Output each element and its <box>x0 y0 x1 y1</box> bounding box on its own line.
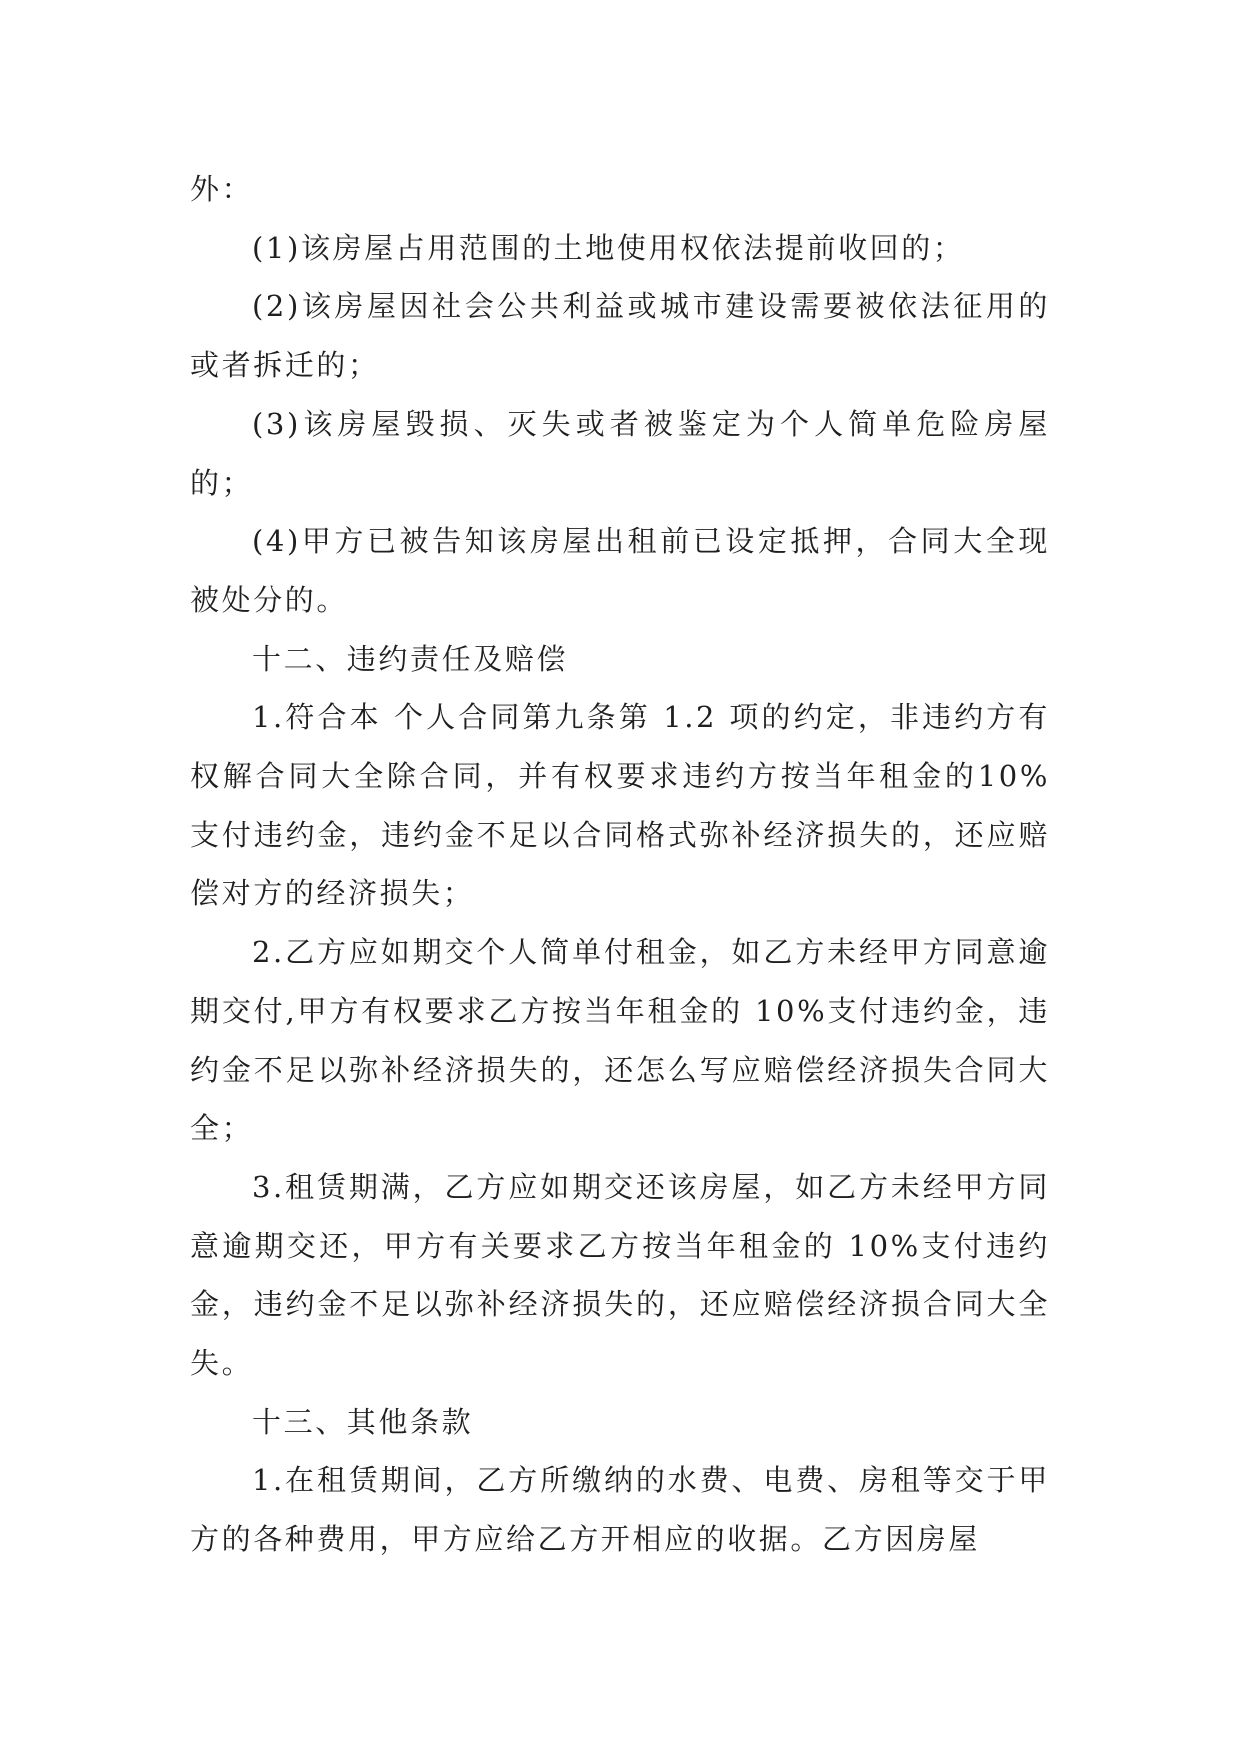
clause-12-1: 1.符合本 个人合同第九条第 1.2 项的约定，非违约方有权解合同大全除合同，并有权要求违约方按当年租金的10%支付违约金，违约金不足以合同格式弥补经济损失的，还应赔偿对方的经济损失； <box>190 700 1050 911</box>
section-heading-12: 十二、违约责任及赔偿 <box>252 641 569 676</box>
list-item-4: (4)甲方已被告知该房屋出租前已设定抵押，合同大全现被处分的。 <box>190 524 1050 617</box>
clause-12-2: 2.乙方应如期交个人简单付租金，如乙方未经甲方同意逾期交付,甲方有权要求乙方按当年租金的 10%支付违约金，违约金不足以弥补经济损失的，还怎么写应赔偿经济损失合同大全； <box>190 935 1050 1146</box>
list-item-1: (1)该房屋占用范围的土地使用权依法提前收回的； <box>252 230 965 265</box>
clause-12-3: 3.租赁期满，乙方应如期交还该房屋，如乙方未经甲方同意逾期交还，甲方有关要求乙方按当年租金的 10%支付违约金，违约金不足以弥补经济损失的，还应赔偿经济损合同大全失。 <box>190 1169 1050 1381</box>
section-heading-13: 十三、其他条款 <box>252 1404 474 1439</box>
paragraph-continuation: 外： <box>190 172 254 206</box>
list-item-2: (2)该房屋因社会公共利益或城市建设需要被依法征用的或者拆迁的； <box>190 289 1050 383</box>
document-body <box>190 160 1050 1569</box>
list-item-3: (3)该房屋毁损、灭失或者被鉴定为个人简单危险房屋的； <box>190 406 1050 500</box>
clause-13-1: 1.在租赁期间，乙方所缴纳的水费、电费、房租等交于甲方的各种费用，甲方应给乙方开相应的收据。乙方因房屋 <box>190 1463 1050 1557</box>
